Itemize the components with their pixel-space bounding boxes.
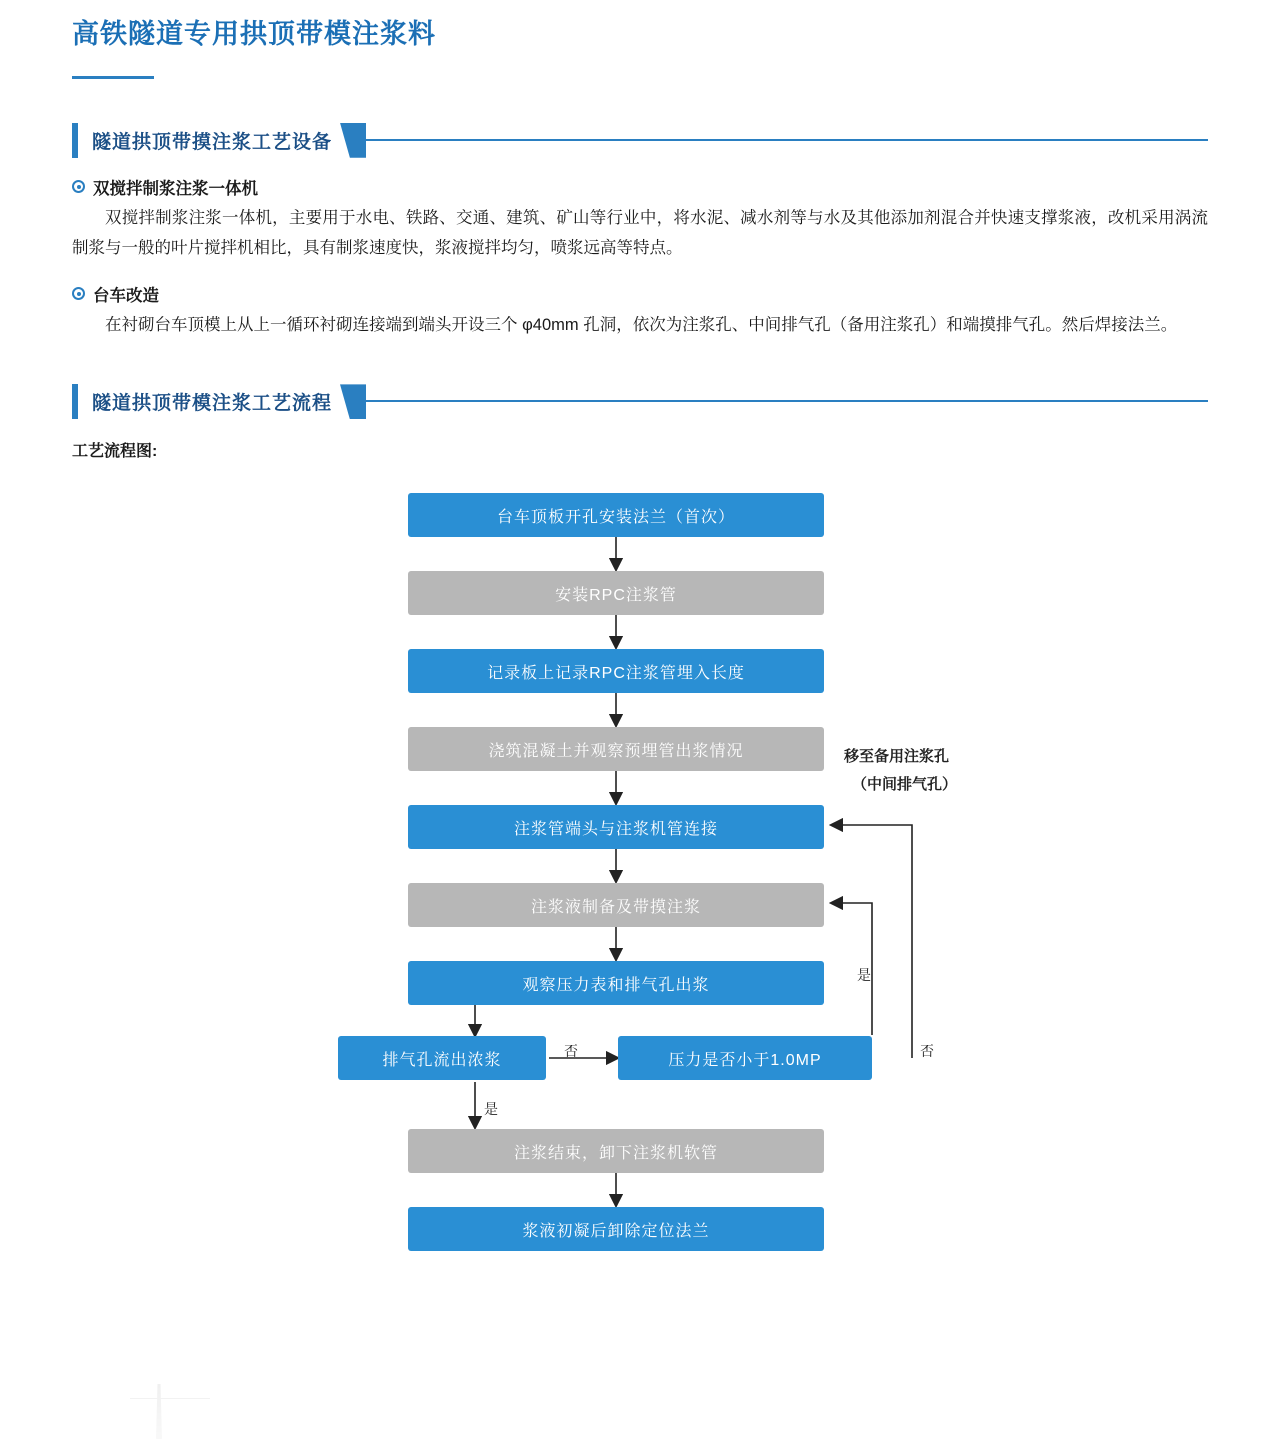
edge-label-yes-1: 是 [484,1101,498,1118]
flow-node-n4: 浇筑混凝土并观察预埋管出浆情况 [408,727,824,771]
flow-node-n7: 观察压力表和排气孔出浆 [408,961,824,1005]
horizon-line [130,1398,210,1399]
bullet-row [72,282,1208,306]
paragraph-text: 双搅拌制浆注浆一体机，主要用于水电、铁路、交通、建筑、矿山等行业中，将水泥、减水剂等与水及其他添加剂混合并快速支撑浆液，改机采用涡流制浆与一般的叶片搅拌机相比，具有制浆速度快，浆液搅拌均匀，喷浆远高等特点。 [72,208,1208,258]
section-process [72,384,1208,1273]
section-header-label: 隧道拱顶带模注浆工艺流程 [72,384,366,419]
flowchart [72,473,1208,1273]
section-header-label: 隧道拱顶带摸注浆工艺设备 [72,123,366,158]
watermark-decoration [130,1379,210,1439]
flow-node-n2: 安装RPC注浆管 [408,571,824,615]
edge-label-yes-2: 是 [857,967,871,984]
bullet-label: 台车改造 [93,286,159,305]
flow-node-n9: 压力是否小于1.0MP [618,1036,872,1080]
ring-bullet-icon [72,287,85,300]
flow-node-n3: 记录板上记录RPC注浆管埋入长度 [408,649,824,693]
section-equipment [72,123,1208,341]
title-divider [72,76,154,79]
flow-node-n1: 台车顶板开孔安装法兰（首次） [408,493,824,537]
bullet-row [72,175,1208,199]
equipment-item-1 [72,175,1208,264]
equipment-item-2 [72,282,1208,341]
page-title: 高铁隧道专用拱顶带模注浆料 [72,19,436,49]
bullet-label: 双搅拌制浆注浆一体机 [93,179,258,198]
flow-node-n5: 注浆管端头与注浆机管连接 [408,805,824,849]
flow-node-n10: 注浆结束，卸下注浆机软管 [408,1129,824,1173]
section-header-equipment [72,123,1208,157]
ring-bullet-icon [72,180,85,193]
section-header-tag [72,384,366,419]
edge-label-no-2: 否 [920,1043,934,1060]
annotation-middle-vent: （中间排气孔） [852,776,958,794]
flow-node-n8: 排气孔流出浓浆 [338,1036,546,1080]
flow-node-n6: 注浆液制备及带摸注浆 [408,883,824,927]
paragraph-text: 在衬砌台车顶模上从上一循环衬砌连接端到端头开设三个 φ40mm 孔洞，依次为注浆孔、中间排气孔（备用注浆孔）和端摸排气孔。然后焊接法兰。 [105,315,1178,334]
tower-icon [154,1384,164,1439]
flow-node-n11: 浆液初凝后卸除定位法兰 [408,1207,824,1251]
section-header-process [72,384,1208,418]
section-header-tag [72,123,366,158]
edge-label-no-1: 否 [564,1043,578,1060]
annotation-standby-hole: 移至备用注浆孔 [844,748,950,766]
flowchart-caption: 工艺流程图: [72,443,158,461]
